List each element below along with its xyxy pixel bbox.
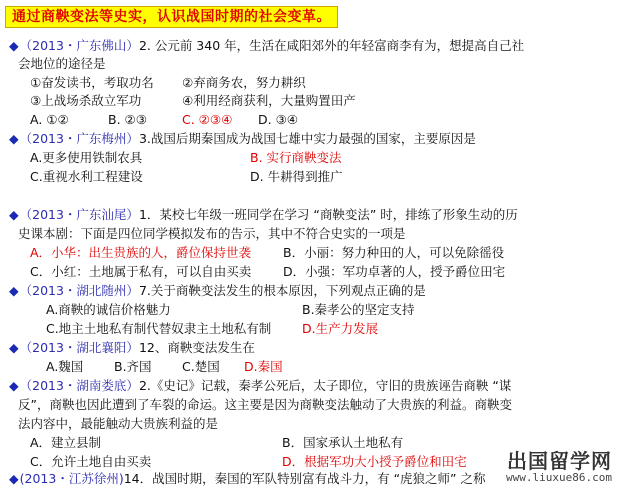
question-source: （2013・广东梅州） <box>19 131 139 146</box>
q2-option-c: C.重视水利工程建设 <box>30 169 143 184</box>
question-3-stem: ◆（2013・广东汕尾）1．某校七年级一班同学在学习 “商鞅变法” 时，排练了形象生动的历 <box>9 207 518 222</box>
question-4-stem: ◆（2013・湖北随州）7.关于商鞅变法发生的根本原因，下列观点正确的是 <box>9 283 426 298</box>
q6-option-d-answer: D．根据军功大小授予爵位和田宅 <box>282 454 467 469</box>
q2-option-a: A.更多使用铁制农具 <box>30 150 143 165</box>
q1-option-a: A. ①② <box>30 112 69 127</box>
watermark-url: www.liuxue86.com <box>506 471 612 484</box>
question-source: （2013・湖北襄阳） <box>19 340 139 355</box>
q3-option-c: C．小红：土地属于私有，可以自由买卖 <box>30 264 252 279</box>
q3-option-d: D．小强：军功卓著的人，授予爵位田宅 <box>283 264 506 279</box>
q1-statement-4: ④利用经商获利，大量购置田产 <box>182 93 356 108</box>
q1-option-d: D. ③④ <box>258 112 298 127</box>
q3-option-b: B．小丽：努力种田的人，可以免除徭役 <box>283 245 505 260</box>
section-heading: 通过商鞅变法等史实，认识战国时期的社会变革。 <box>5 6 338 28</box>
q4-option-b: B.秦孝公的坚定支持 <box>302 302 415 317</box>
q6-option-c: C．允许土地自由买卖 <box>30 454 152 469</box>
question-6-stem-cont: 反”，商鞅也因此遭到了车裂的命运。这主要是因为商鞅变法触动了大贵族的利益。商鞅变 <box>18 397 512 412</box>
q1-statement-3: ③上战场杀敌立军功 <box>30 93 142 108</box>
q5-option-a: A.魏国 <box>46 359 84 374</box>
q2-option-d: D. 牛耕得到推广 <box>250 169 343 184</box>
q2-option-b-answer: B. 实行商鞅变法 <box>250 150 342 165</box>
diamond-bullet-icon: ◆ <box>9 207 19 222</box>
diamond-bullet-icon: ◆ <box>9 283 19 298</box>
q4-option-a: A.商鞅的诚信价格魅力 <box>46 302 171 317</box>
q5-option-b: B.齐国 <box>114 359 152 374</box>
q1-statement-2: ②弃商务农，努力耕织 <box>182 75 306 90</box>
q1-option-c-answer: C. ②③④ <box>182 112 233 127</box>
q5-option-d-answer: D.秦国 <box>244 359 283 374</box>
diamond-bullet-icon: ◆ <box>9 340 19 355</box>
q4-option-d-answer: D.生产力发展 <box>302 321 379 336</box>
diamond-bullet-icon: ◆ <box>9 38 19 53</box>
question-source: (2013・江苏徐州) <box>19 471 124 486</box>
question-source: （2013・湖北随州） <box>19 283 139 298</box>
question-source: （2013・广东汕尾） <box>19 207 139 222</box>
watermark-title: 出国留学网 <box>507 449 612 473</box>
q1-statement-1: ①奋发读书，考取功名 <box>30 75 154 90</box>
q4-option-c: C.地主土地私有制代替奴隶主土地私有制 <box>46 321 272 336</box>
q6-option-b: B．国家承认土地私有 <box>282 435 404 450</box>
diamond-bullet-icon: ◆ <box>9 378 19 393</box>
question-5-stem: ◆（2013・湖北襄阳）12、商鞅变法发生在 <box>9 340 255 355</box>
diamond-bullet-icon: ◆ <box>9 471 19 486</box>
q6-option-a: A．建立县制 <box>30 435 102 450</box>
question-1-stem: ◆（2013・广东佛山）2. 公元前 340 年，生活在咸阳郊外的年轻富商李有为，想提高自己社 <box>9 38 525 53</box>
diamond-bullet-icon: ◆ <box>9 131 19 146</box>
q1-option-b: B. ②③ <box>108 112 147 127</box>
question-source: （2013・湖南娄底） <box>19 378 139 393</box>
site-watermark <box>506 450 612 484</box>
question-6-stem-cont-2: 法内容中，最能触动大贵族利益的是 <box>18 416 219 431</box>
question-7-stem: ◆(2013・江苏徐州)14．战国时期，秦国的军队特别富有战斗力，有 “虎狼之师” 之称 <box>9 471 486 486</box>
question-source: （2013・广东佛山） <box>19 38 139 53</box>
q5-option-c: C.楚国 <box>182 359 220 374</box>
question-3-stem-cont: 史课本剧：下面是四位同学模拟发布的告示，其中不符合史实的一项是 <box>18 226 406 241</box>
question-6-stem: ◆（2013・湖南娄底）2.《史记》记载，秦孝公死后，太子即位，守旧的贵族诬告商鞅 “谋 <box>9 378 512 393</box>
question-1-stem-cont: 会地位的途径是 <box>18 56 106 71</box>
q3-option-a-answer: A．小华：出生贵族的人，爵位保持世袭 <box>30 245 252 260</box>
question-2-stem: ◆（2013・广东梅州）3.战国后期秦国成为战国七雄中实力最强的国家，主要原因是 <box>9 131 476 146</box>
